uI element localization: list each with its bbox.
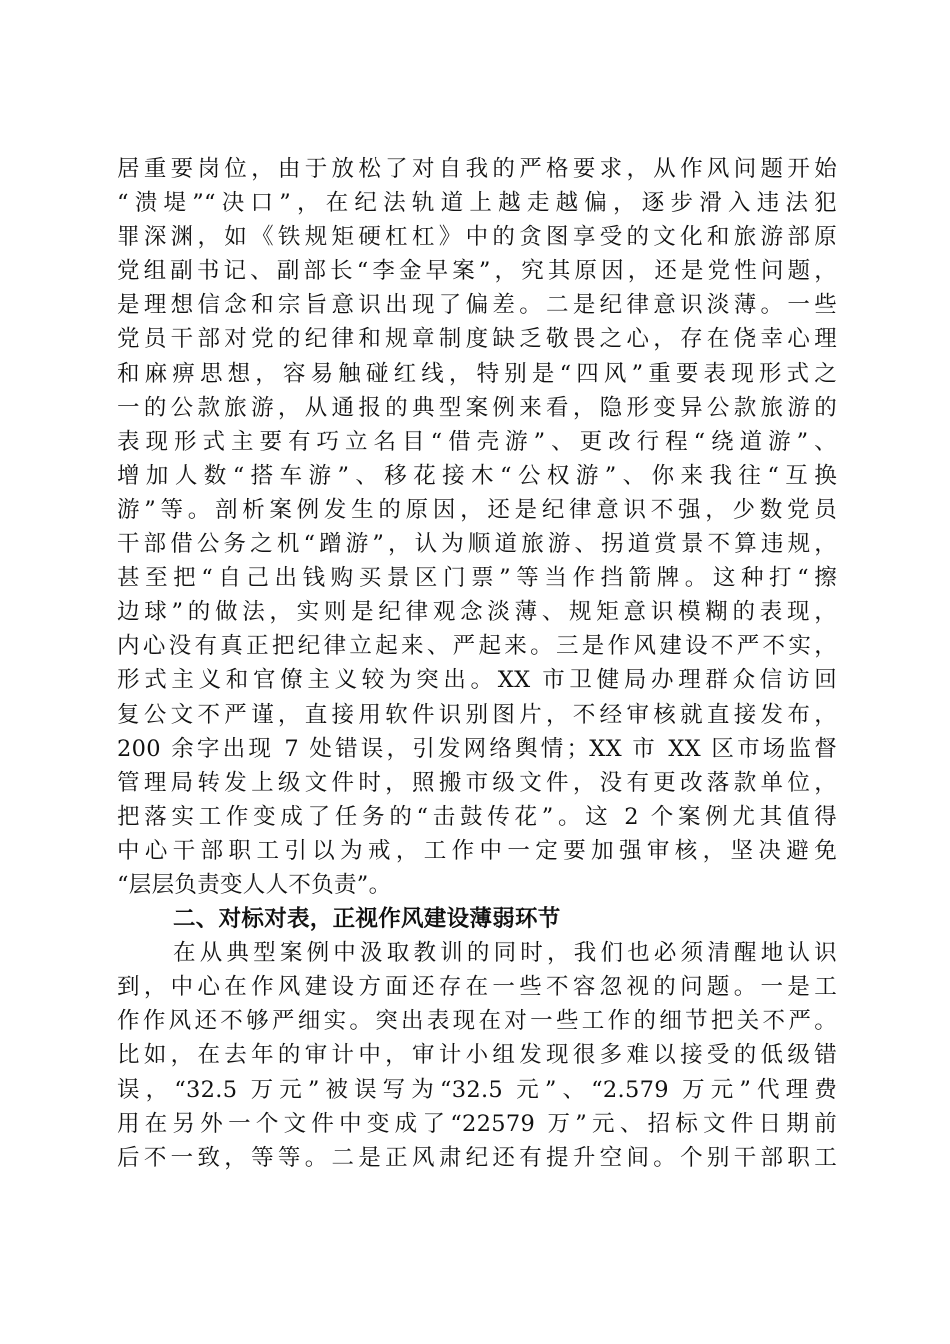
text-line: 党员干部对党的纪律和规章制度缺乏敬畏之心，存在侥幸心理	[117, 326, 837, 353]
text-line: 形式主义和官僚主义较为突出。XX 市卫健局办理群众信访回	[117, 667, 837, 694]
text-line: “溃堤”“决口”，在纪法轨道上越走越偏，逐步滑入违法犯	[117, 190, 837, 217]
document-body	[117, 152, 837, 1175]
text-line: 误，“32.5 万元”被误写为“32.5 元”、“2.579 万元”代理费	[117, 1076, 837, 1103]
text-line: “层层负责变人人不负责”。	[117, 871, 392, 898]
text-line: 居重要岗位，由于放松了对自我的严格要求，从作风问题开始	[117, 156, 837, 182]
text-line: 在从典型案例中汲取教训的同时，我们也必须清醒地认识	[173, 940, 837, 967]
text-line: 游”等。剖析案例发生的原因，还是纪律意识不强，少数党员	[117, 496, 837, 523]
text-line: 甚至把“自己出钱购买景区门票”等当作挡箭牌。这种打“擦	[117, 565, 837, 592]
text-line: 增加人数“搭车游”、移花接木“公权游”、你来我往“互换	[117, 462, 837, 489]
text-line: 内心没有真正把纪律立起来、严起来。三是作风建设不严不实，	[117, 633, 837, 660]
text-line: 作作风还不够严细实。突出表现在对一些工作的细节把关不严。	[117, 1008, 837, 1035]
text-line: 是理想信念和宗旨意识出现了偏差。二是纪律意识淡薄。一些	[117, 292, 837, 319]
text-line: 党组副书记、副部长“李金早案”，究其原因，还是党性问题，	[117, 258, 837, 285]
text-line: 用在另外一个文件中变成了“22579 万”元、招标文件日期前	[117, 1110, 837, 1137]
text-line: 表现形式主要有巧立名目“借壳游”、更改行程“绕道游”、	[117, 428, 837, 455]
text-line: 到，中心在作风建设方面还存在一些不容忽视的问题。一是工	[117, 974, 837, 1001]
text-line: 200 余字出现 7 处错误，引发网络舆情；XX 市 XX 区市场监督	[117, 735, 837, 762]
text-line: 一的公款旅游，从通报的典型案例来看，隐形变异公款旅游的	[117, 394, 837, 421]
text-line: 管理局转发上级文件时，照搬市级文件，没有更改落款单位，	[117, 769, 837, 796]
text-line: 把落实工作变成了任务的“击鼓传花”。这 2 个案例尤其值得	[117, 803, 837, 830]
text-line: 比如，在去年的审计中，审计小组发现很多难以接受的低级错	[117, 1042, 837, 1069]
text-line: 后不一致，等等。二是正风肃纪还有提升空间。个别干部职工	[117, 1144, 837, 1171]
text-line: 罪深渊，如《铁规矩硬杠杠》中的贪图享受的文化和旅游部原	[117, 224, 837, 251]
text-line: 边球”的做法，实则是纪律观念淡薄、规矩意识模糊的表现，	[117, 599, 837, 626]
text-line: 和麻痹思想，容易触碰红线，特别是“四风”重要表现形式之	[117, 360, 837, 387]
text-line: 中心干部职工引以为戒，工作中一定要加强审核，坚决避免	[117, 837, 837, 864]
text-line: 复公文不严谨，直接用软件识别图片，不经审核就直接发布，	[117, 701, 837, 728]
section-heading: 二、对标对表，正视作风建设薄弱环节	[173, 906, 561, 933]
text-line: 干部借公务之机“蹭游”，认为顺道旅游、拐道赏景不算违规，	[117, 531, 837, 558]
